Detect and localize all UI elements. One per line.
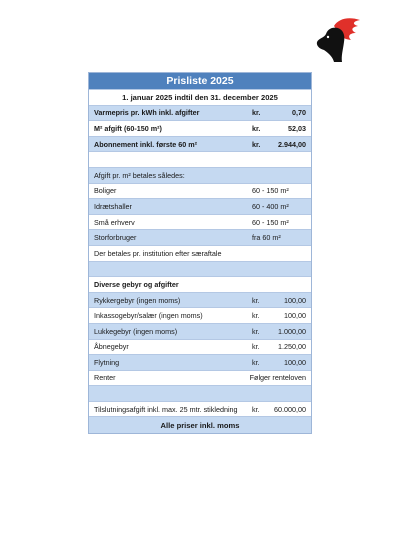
fee-row — [89, 308, 311, 324]
spacer-row — [89, 152, 311, 168]
connection-amount: 60.000,00 — [274, 404, 306, 414]
fee-amount: 100,00 — [284, 357, 306, 367]
fee-row — [89, 293, 311, 309]
fee-unit: kr. — [252, 326, 260, 336]
fee-row — [89, 324, 311, 340]
area-row — [89, 215, 311, 231]
fees-header-row — [89, 277, 311, 293]
price-row-subscription — [89, 137, 311, 153]
area-range: fra 60 m² — [252, 233, 281, 243]
area-range: 60 - 150 m² — [252, 186, 289, 196]
row-unit: kr. — [252, 123, 261, 133]
area-header-row — [89, 168, 311, 184]
area-row — [89, 199, 311, 215]
fee-amount: 100,00 — [284, 311, 306, 321]
fee-label: Åbnegebyr — [94, 342, 129, 352]
fee-unit: kr. — [252, 342, 260, 352]
row-label: Varmepris pr. kWh inkl. afgifter — [94, 108, 200, 118]
interest-value: Følger renteloven — [249, 373, 306, 383]
fee-amount: 1.250,00 — [278, 342, 306, 352]
fee-row — [89, 355, 311, 371]
spacer-row — [89, 262, 311, 278]
fee-amount: 1.000,00 — [278, 326, 306, 336]
institution-note: Der betales pr. institution efter særaftale — [94, 248, 222, 258]
row-label: M² afgift (60-150 m²) — [94, 123, 162, 133]
row-amount: 52,03 — [288, 123, 306, 133]
fee-label: Lukkegebyr (ingen moms) — [94, 326, 178, 336]
connection-label: Tilslutningsafgift inkl. max. 25 mtr. stikledning — [94, 404, 238, 414]
interest-label: Renter — [94, 373, 116, 383]
validity-period: 1. januar 2025 indtil den 31. december 2025 — [89, 90, 311, 106]
area-range: 60 - 400 m² — [252, 201, 289, 211]
price-list-table — [88, 72, 312, 434]
row-amount: 0,70 — [292, 108, 306, 118]
connection-unit: kr. — [252, 404, 260, 414]
fees-header: Diverse gebyr og afgifter — [94, 279, 179, 289]
fee-unit: kr. — [252, 311, 260, 321]
area-row — [89, 184, 311, 200]
price-list-footer: Alle priser inkl. moms — [89, 417, 311, 433]
price-row-m2 — [89, 121, 311, 137]
interest-row — [89, 371, 311, 387]
area-header: Afgift pr. m² betales således: — [94, 170, 185, 180]
area-label: Idrætshaller — [94, 201, 132, 211]
row-label: Abonnement inkl. første 60 m² — [94, 139, 198, 149]
area-label: Boliger — [94, 186, 117, 196]
fee-label: Rykkergebyr (ingen moms) — [94, 295, 181, 305]
fee-amount: 100,00 — [284, 295, 306, 305]
fee-unit: kr. — [252, 295, 260, 305]
fee-unit: kr. — [252, 357, 260, 367]
area-range: 60 - 150 m² — [252, 217, 289, 227]
area-row — [89, 230, 311, 246]
connection-fee-row — [89, 402, 311, 418]
area-label: Storforbruger — [94, 233, 137, 243]
horse-head-logo — [314, 16, 364, 64]
price-list-title: Prisliste 2025 — [89, 73, 311, 90]
row-amount: 2.944,00 — [278, 139, 306, 149]
area-label: Små erhverv — [94, 217, 135, 227]
fee-row — [89, 340, 311, 356]
institution-note-row — [89, 246, 311, 262]
fee-label: Flytning — [94, 357, 120, 367]
spacer-row — [89, 386, 311, 402]
row-unit: kr. — [252, 108, 261, 118]
fee-label: Inkassogebyr/salær (ingen moms) — [94, 311, 203, 321]
row-unit: kr. — [252, 139, 261, 149]
price-row-heat — [89, 106, 311, 122]
